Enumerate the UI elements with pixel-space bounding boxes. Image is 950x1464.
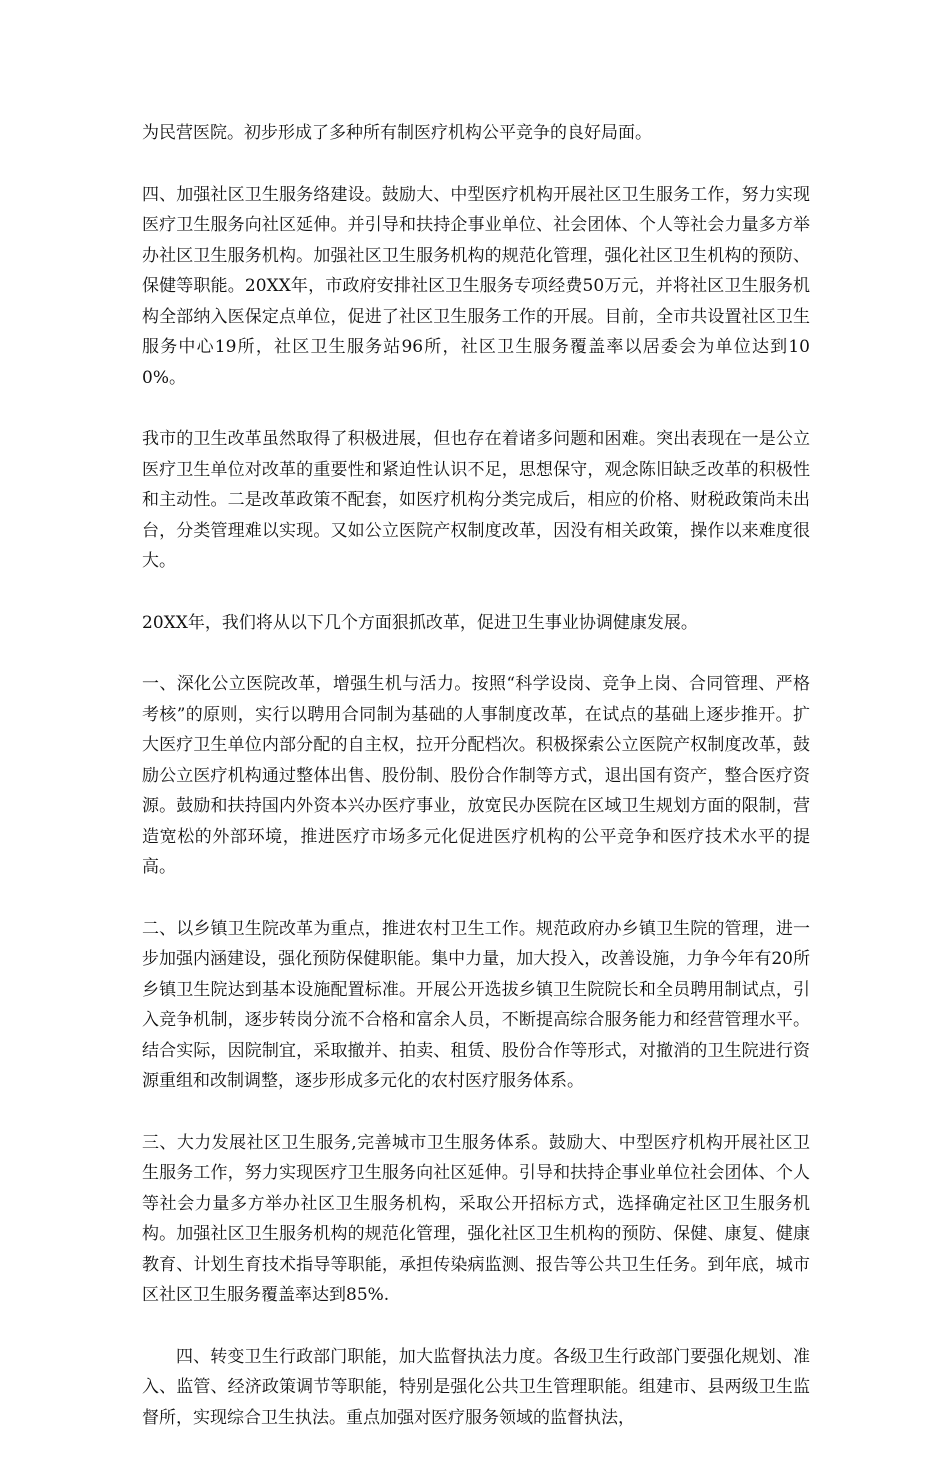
paragraph-community-services: 三、大力发展社区卫生服务,完善城市卫生服务体系。鼓励大、中型医疗机构开展社区卫生服务工作，努力实现医疗卫生服务向社区延伸。引导和扶持企事业单位社会团体、个人等社会力量多方举办社区卫生服务机构，采取公开招标方式，选择确定社区卫生服务机构。加强社区卫生服务机构的规范化管理，强化社区卫生机构的预防、保健、康复、健康教育、计划生育技术指导等职能，承担传染病监测、报告等公共卫生任务。到年底，城市区社区卫生服务覆盖率达到85%. [142,1132,810,1305]
paragraph-problems: 我市的卫生改革虽然取得了积极进展，但也存在着诸多问题和困难。突出表现在一是公立医疗卫生单位对改革的重要性和紧迫性认识不足，思想保守，观念陈旧缺乏改革的积极性和主动性。二是改革政策不配套，如医疗机构分类完成后，相应的价格、财税政策尚未出台，分类管理难以实现。又如公立医院产权制度改革，因没有相关政策，操作以来难度很大。 [142,429,810,571]
document-body [142,118,810,1464]
paragraph-rural-health: 二、以乡镇卫生院改革为重点，推进农村卫生工作。规范政府办乡镇卫生院的管理，进一步加强内涵建设，强化预防保健职能。集中力量，加大投入，改善设施，力争今年有20所乡镇卫生院达到基本设施配置标准。开展公开选拔乡镇卫生院院长和全员聘用制试点，引入竞争机制，逐步转岗分流不合格和富余人员，不断提高综合服务能力和经营管理水平。结合实际，因院制宜，采取撤并、拍卖、租赁、股份合作等形式，对撤消的卫生院进行资源重组和改制调整，逐步形成多元化的农村医疗服务体系。 [142,918,810,1091]
paragraph-supervision: 四、转变卫生行政部门职能，加大监督执法力度。各级卫生行政部门要强化规划、准入、监管、经济政策调节等职能，特别是强化公共卫生管理职能。组建市、县两级卫生监督所，实现综合卫生执法。重点加强对医疗服务领域的监督执法， [142,1346,810,1428]
paragraph-plan-intro: 20XX年，我们将从以下几个方面狠抓改革，促进卫生事业协调健康发展。 [142,612,698,633]
paragraph-public-hospital-reform: 一、深化公立医院改革，增强生机与活力。按照“科学设岗、竞争上岗、合同管理、严格考核”的原则，实行以聘用合同制为基础的人事制度改革，在试点的基础上逐步推开。扩大医疗卫生单位内部分配的自主权，拉开分配档次。积极探索公立医院产权制度改革，鼓励公立医疗机构通过整体出售、股份制、股份合作制等方式，退出国有资产，整合医疗资源。鼓励和扶持国内外资本兴办医疗事业，放宽民办医院在区域卫生规划方面的限制，营造宽松的外部环境，推进医疗市场多元化促进医疗机构的公平竞争和医疗技术水平的提高。 [142,674,810,877]
paragraph-community-network: 四、加强社区卫生服务络建设。鼓励大、中型医疗机构开展社区卫生服务工作，努力实现医疗卫生服务向社区延伸。并引导和扶持企事业单位、社会团体、个人等社会力量多方举办社区卫生服务机构。加强社区卫生服务机构的规范化管理，强化社区卫生机构的预防、保健等职能。20XX年，市政府安排社区卫生服务专项经费50万元，并将社区卫生服务机构全部纳入医保定点单位，促进了社区卫生服务工作的开展。目前，全市共设置社区卫生服务中心19所，社区卫生服务站96所，社区卫生服务覆盖率以居委会为单位达到100%。 [142,184,810,388]
paragraph-private-hospitals: 为民营医院。初步形成了多种所有制医疗机构公平竞争的良好局面。 [142,123,652,143]
